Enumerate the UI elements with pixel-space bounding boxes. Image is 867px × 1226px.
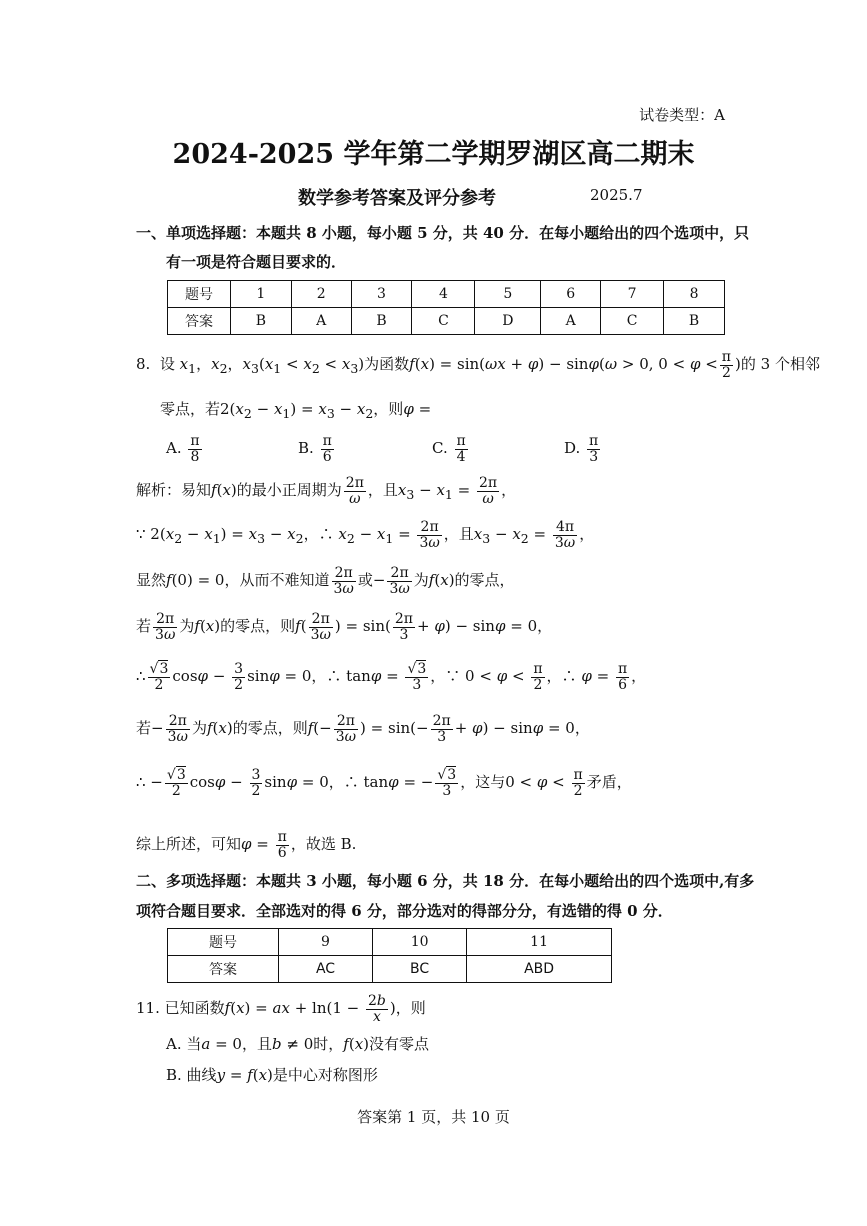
table-cell: B: [664, 308, 725, 335]
table-row: [168, 281, 725, 308]
table-cell: D: [475, 308, 541, 335]
section1-heading: 一、单项选择题：本题共 8 小题，每小题 5 分，共 40 分．在每小题给出的四个选项中，只: [136, 224, 750, 242]
table-cell: 11: [467, 929, 612, 956]
solution-line-5: ∴ $\frac{√3}{2}$ cosφ − $\frac{3}{2}$ sinφ = 0，∴ tanφ = $\frac{√3}{3}$ ，∵ 0 < φ < $\frac{\pi}{2}$ ，∴ φ = $\frac{\pi}{6}$ ，: [136, 661, 647, 693]
section2-heading: 二、多项选择题：本题共 3 小题，每小题 6 分，共 18 分．在每小题给出的四个选项中,有多: [136, 872, 755, 890]
table-row: [168, 956, 612, 983]
question-11-option-b: B. 曲线y = f(x)是中心对称图形: [166, 1066, 378, 1084]
table-cell: A: [291, 308, 351, 335]
question-11-stem: 11. 已知函数f(x) = ax + ln(1 − $\frac{2b}{x}$ )，则: [136, 993, 426, 1025]
table-cell: 6: [541, 281, 601, 308]
page-subtitle: 数学参考答案及评分参考: [298, 188, 496, 209]
table-row: [168, 308, 725, 335]
page-footer: 答案第 1 页，共 10 页: [357, 1108, 510, 1126]
document-date: 2025.7: [590, 186, 643, 204]
question-8-stem: 8. 设 $x_1$，$x_2$，$x_3(x_1 < x_2 < x_3)$为函数f(x) = sin(ωx + φ) − sinφ(ω > 0, 0 < φ < $\frac{\pi}{2}$ )的 3 个相邻: [136, 349, 820, 381]
table-row: [168, 929, 612, 956]
option-a: A. $\frac{\pi}{8}$: [166, 433, 200, 465]
table-cell: 4: [412, 281, 475, 308]
solution-line-2: ∵ $2(x_2 - x_1) = x_3 - x_2$，∴ $x_2 - x_1$ = $\frac{2\pi}{3\omega}$ ，且$x_3 - x_2$ = $\frac{4\pi}{3\omega}$ ，: [136, 519, 595, 551]
table-cell: 8: [664, 281, 725, 308]
table-header-cell: 答案: [168, 308, 231, 335]
option-d: D. $\frac{\pi}{3}$: [564, 433, 599, 465]
table-cell: 10: [373, 929, 467, 956]
table-cell: 9: [279, 929, 373, 956]
section1-answer-table: [167, 280, 725, 335]
table-cell: 5: [475, 281, 541, 308]
table-cell: 7: [601, 281, 664, 308]
table-header-cell: 题号: [168, 929, 279, 956]
table-cell: B: [231, 308, 292, 335]
question-11-option-a: A. 当a = 0，且b ≠ 0时，f(x)没有零点: [166, 1035, 430, 1053]
solution-line-1: 解析：易知f(x)的最小正周期为 $\frac{2\pi}{\omega}$ ，且$x_3 - x_1$ = $\frac{2\pi}{\omega}$ ，: [136, 475, 517, 507]
table-header-cell: 题号: [168, 281, 231, 308]
solution-line-3: 显然f(0) = 0，从而不难知道 $\frac{2\pi}{3\omega}$ 或− $\frac{2\pi}{3\omega}$ 为f(x)的零点，: [136, 565, 515, 597]
table-cell: BC: [373, 956, 467, 983]
section1-heading-cont: 有一项是符合题目要求的．: [166, 253, 347, 271]
solution-line-6: 若− $\frac{2\pi}{3\omega}$ 为f(x)的零点，则f(− $\frac{2\pi}{3\omega}$ ) = sin(− $\frac{2\pi}{3}$ + φ) − sinφ = 0，: [136, 713, 590, 745]
solution-conclusion: 综上所述，可知φ = $\frac{\pi}{6}$ ，故选 B.: [136, 829, 357, 861]
solution-line-4: 若 $\frac{2\pi}{3\omega}$ 为f(x)的零点，则f( $\frac{2\pi}{3\omega}$ ) = sin( $\frac{2\pi}{3}$ + φ) − sinφ = 0，: [136, 611, 553, 643]
table-cell: B: [351, 308, 412, 335]
table-cell: C: [601, 308, 664, 335]
table-cell: A: [541, 308, 601, 335]
question-8-stem-cont: 零点，若$2(x_2 - x_1) = x_3 - x_2$，则φ =: [160, 400, 432, 421]
table-cell: 3: [351, 281, 412, 308]
section2-heading-cont: 项符合题目要求．全部选对的得 6 分，部分选对的得部分分，有选错的得 0 分．: [136, 902, 673, 920]
page-title: 2024-2025 学年第二学期罗湖区高二期末: [172, 139, 695, 170]
table-cell: 2: [291, 281, 351, 308]
option-c: C. $\frac{\pi}{4}$: [432, 433, 466, 465]
solution-line-7: ∴ − $\frac{√3}{2}$ cosφ − $\frac{3}{2}$ sinφ = 0，∴ tanφ = − $\frac{√3}{3}$ ，这与0 < φ < $\frac{\pi}{2}$ 矛盾，: [136, 767, 632, 799]
table-cell: 1: [231, 281, 292, 308]
table-cell: C: [412, 308, 475, 335]
paper-type: 试卷类型：A: [639, 106, 725, 124]
table-header-cell: 答案: [168, 956, 279, 983]
table-cell: ABD: [467, 956, 612, 983]
section2-answer-table: [167, 928, 612, 983]
table-cell: AC: [279, 956, 373, 983]
option-b: B. $\frac{\pi}{6}$: [298, 433, 332, 465]
